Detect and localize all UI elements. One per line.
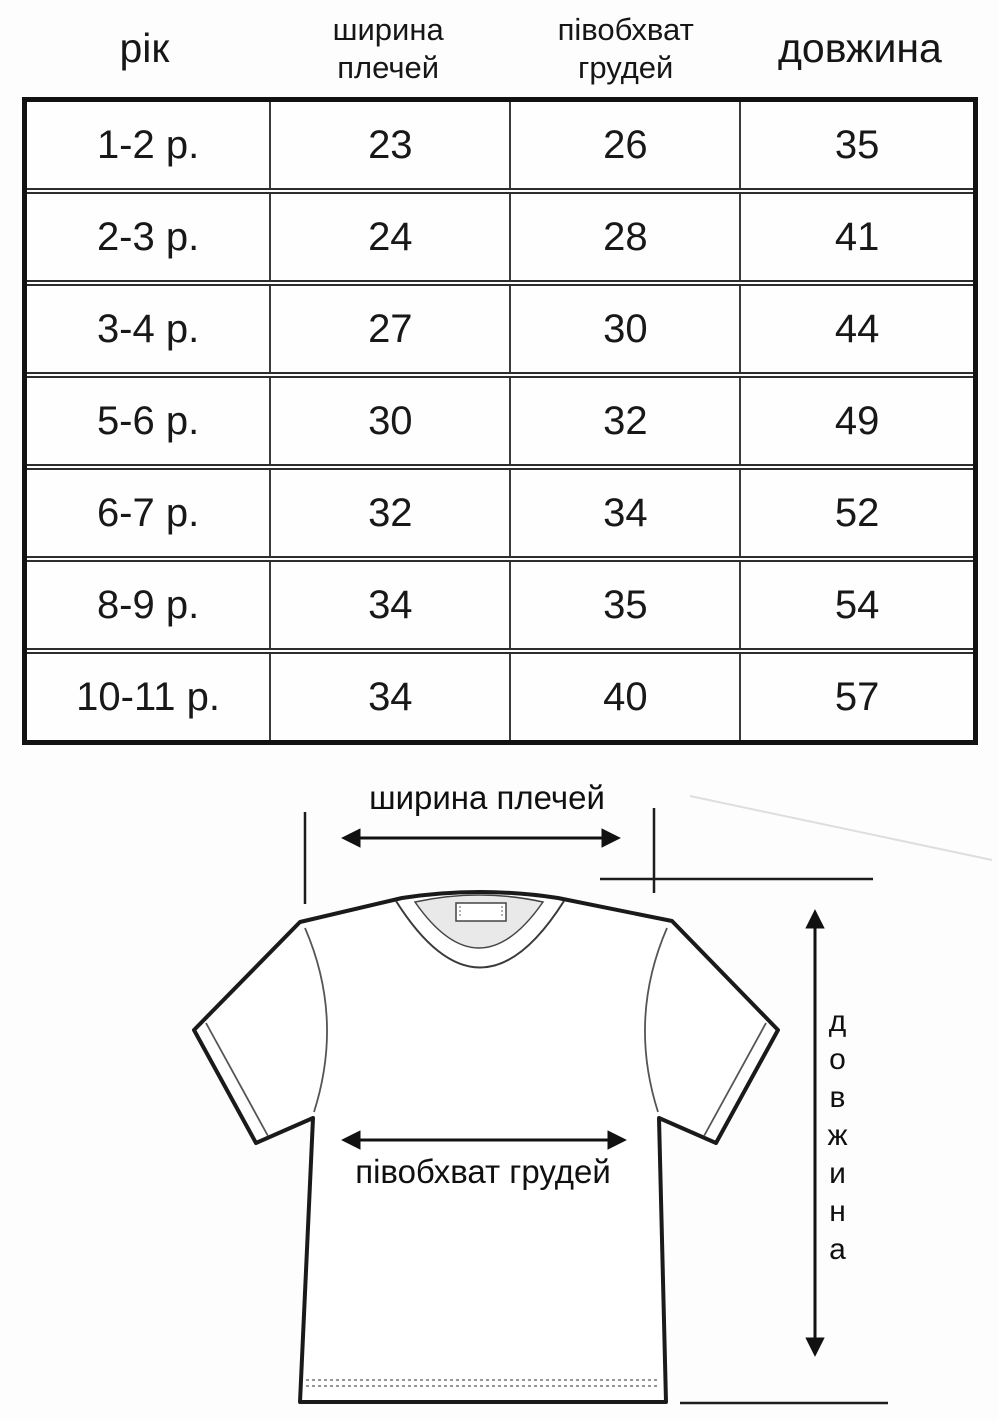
header-chest-line2: грудей bbox=[578, 49, 674, 85]
cell-age: 10-11 р. bbox=[76, 674, 220, 719]
header-shoulder-width bbox=[267, 11, 510, 87]
cell-shoulder-width: 27 bbox=[269, 286, 509, 372]
cell-age: 6-7 р. bbox=[96, 490, 200, 535]
cell-shoulder-width: 32 bbox=[269, 470, 509, 556]
cell-age: 3-4 р. bbox=[96, 306, 200, 351]
cell-shoulder-width: 23 bbox=[269, 102, 509, 188]
header-half-chest bbox=[510, 11, 742, 87]
cell-shoulder-width: 30 bbox=[269, 378, 509, 464]
cell-half-chest: 26 bbox=[509, 102, 739, 188]
cell-shoulder-width: 34 bbox=[269, 562, 509, 648]
cell-half-chest: 28 bbox=[509, 194, 739, 280]
cell-length: 54 bbox=[739, 562, 973, 648]
cell-length: 41 bbox=[739, 194, 973, 280]
tshirt-diagram bbox=[0, 760, 998, 1420]
header-length bbox=[742, 23, 978, 73]
header-shoulder-line1: ширина bbox=[332, 11, 444, 47]
header-chest-line1: півобхват bbox=[557, 11, 694, 47]
header-shoulder-line2: плечей bbox=[337, 49, 440, 85]
table-row bbox=[27, 464, 973, 556]
neck-label-tag bbox=[456, 903, 506, 921]
cell-half-chest: 34 bbox=[509, 470, 739, 556]
table-row bbox=[27, 188, 973, 280]
cell-length: 49 bbox=[739, 378, 973, 464]
size-table bbox=[22, 97, 978, 745]
cell-length: 35 bbox=[739, 102, 973, 188]
cell-half-chest: 30 bbox=[509, 286, 739, 372]
cell-shoulder-width: 24 bbox=[269, 194, 509, 280]
table-header-row bbox=[22, 0, 978, 97]
tshirt-outline bbox=[194, 892, 778, 1402]
header-length-label: довжина bbox=[777, 25, 942, 72]
cell-shoulder-width: 34 bbox=[269, 654, 509, 740]
cell-half-chest: 35 bbox=[509, 562, 739, 648]
table-row bbox=[27, 280, 973, 372]
table-row bbox=[27, 556, 973, 648]
cell-age: 1-2 р. bbox=[96, 122, 200, 167]
shoulder-width-label: ширина плечей bbox=[369, 779, 605, 816]
cell-age: 5-6 р. bbox=[96, 398, 200, 443]
cell-half-chest: 40 bbox=[509, 654, 739, 740]
cell-length: 52 bbox=[739, 470, 973, 556]
cell-length: 44 bbox=[739, 286, 973, 372]
table-row bbox=[27, 648, 973, 740]
table-row bbox=[27, 372, 973, 464]
cell-length: 57 bbox=[739, 654, 973, 740]
length-label: довжина bbox=[821, 1005, 854, 1271]
header-age-label: рік bbox=[119, 25, 170, 72]
table-row bbox=[27, 102, 973, 188]
cell-age: 8-9 р. bbox=[96, 582, 200, 627]
faint-artifact-line bbox=[690, 796, 992, 860]
half-chest-label: півобхват грудей bbox=[355, 1153, 611, 1190]
cell-age: 2-3 р. bbox=[96, 214, 200, 259]
header-age bbox=[22, 23, 267, 73]
cell-half-chest: 32 bbox=[509, 378, 739, 464]
